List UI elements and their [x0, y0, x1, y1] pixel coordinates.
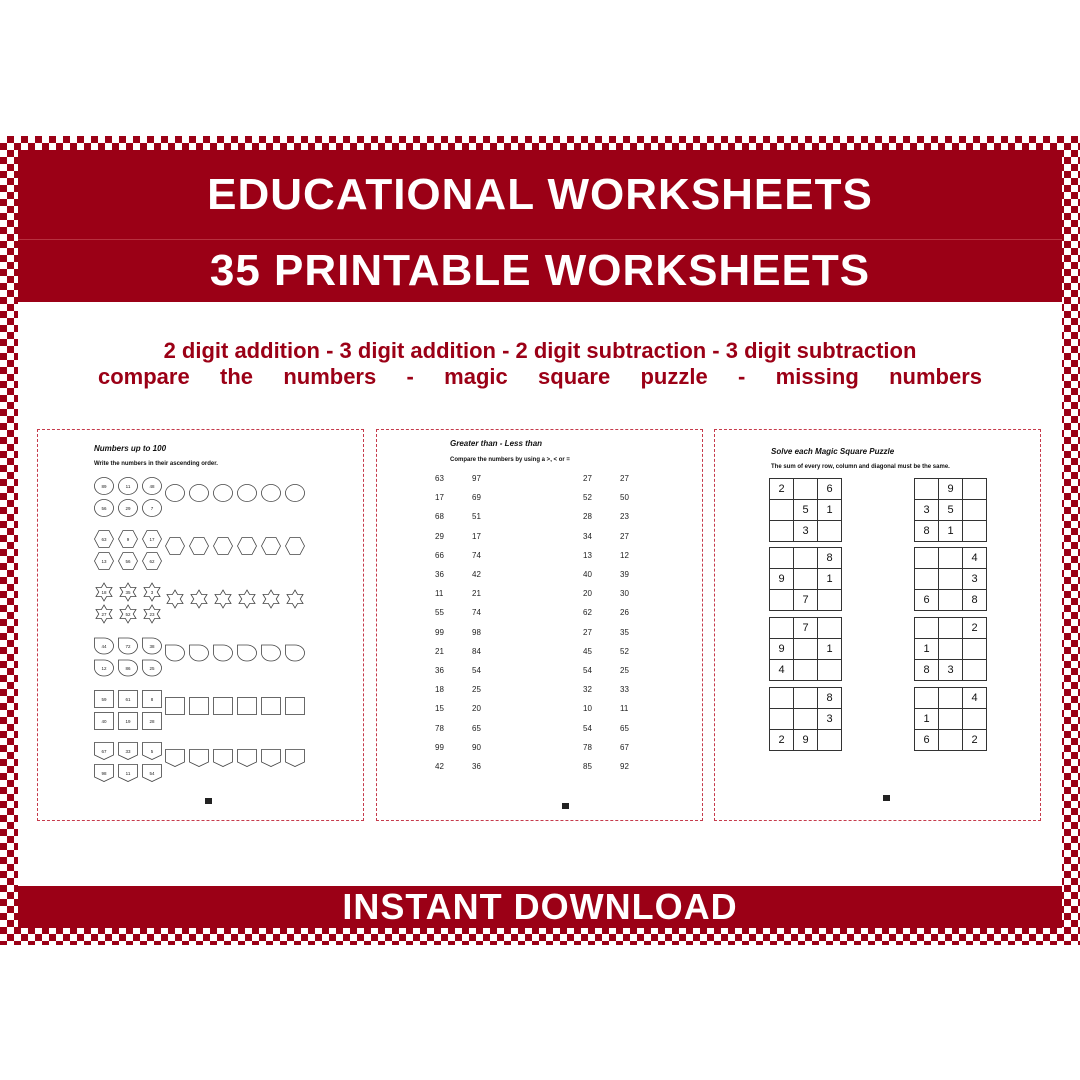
footer-banner: INSTANT DOWNLOAD	[18, 886, 1062, 928]
star-shape-icon	[142, 583, 162, 601]
compare-number: 54	[472, 666, 481, 675]
compare-number: 55	[435, 608, 444, 618]
compare-number: 65	[620, 723, 629, 733]
worksheet-preview-magic-square	[714, 429, 1041, 821]
compare-number: 33	[620, 685, 629, 695]
compare-number: 32	[583, 685, 592, 695]
compare-number: 84	[472, 646, 481, 656]
compare-number: 51	[472, 512, 481, 522]
compare-number: 42	[435, 762, 444, 771]
compare-number: 34	[583, 531, 592, 541]
page-logo-icon	[883, 795, 890, 801]
compare-number: 97	[472, 474, 481, 483]
worksheet-title: Greater than - Less than	[450, 439, 543, 448]
drop-shape-icon	[261, 644, 281, 662]
star-shape-icon	[142, 605, 162, 623]
shape-number: 44	[101, 643, 107, 649]
compare-number: 28	[583, 512, 592, 522]
shape-number: 63	[101, 536, 107, 542]
magic-square-cell	[939, 569, 963, 590]
magic-square-cell	[939, 709, 963, 730]
compare-number: 63	[435, 474, 444, 483]
worksheet-title: Numbers up to 100	[94, 444, 167, 453]
magic-square-grid	[914, 478, 987, 542]
magic-square-cell: 3	[915, 500, 939, 521]
subtitle-banner: 35 PRINTABLE WORKSHEETS	[18, 240, 1062, 302]
magic-square-cell	[963, 521, 987, 542]
magic-square-cell: 8	[818, 688, 842, 709]
compare-number: 20	[583, 589, 592, 599]
hexagon-shape-icon	[165, 537, 185, 555]
drop-shape-icon	[142, 637, 162, 655]
compare-number: 54	[583, 723, 592, 733]
hexagon-shape-icon	[189, 537, 209, 555]
compare-number: 10	[583, 704, 592, 714]
magic-square-cell	[939, 639, 963, 660]
magic-square-cell	[939, 730, 963, 751]
hexagon-shape-icon	[285, 537, 305, 555]
magic-square-cell	[963, 639, 987, 660]
magic-square-cell: 2	[963, 730, 987, 751]
compare-number: 25	[620, 666, 629, 675]
magic-square-cell: 8	[915, 521, 939, 542]
compare-number: 20	[472, 704, 481, 714]
star-shape-icon	[94, 583, 114, 601]
square-shape-icon	[189, 697, 209, 715]
square-shape-icon	[165, 697, 185, 715]
worksheet-instruction: The sum of every row, column and diagonal must be the same.	[771, 464, 950, 470]
hexagon-shape-icon	[94, 552, 114, 570]
magic-square-cell: 8	[915, 660, 939, 681]
circle-shape-icon	[118, 477, 138, 495]
compare-number: 36	[435, 666, 444, 675]
magic-square-cell	[939, 618, 963, 639]
magic-square-cell	[770, 500, 794, 521]
star-shape-icon	[94, 605, 114, 623]
shield-shape-icon	[165, 749, 185, 767]
magic-square-cell: 6	[818, 479, 842, 500]
magic-square-cell	[818, 590, 842, 611]
shape-number: 48	[149, 483, 155, 489]
compare-number: 21	[472, 589, 481, 599]
square-shape-icon	[237, 697, 257, 715]
shape-number: 61	[125, 696, 131, 702]
magic-square-cell: 4	[963, 548, 987, 569]
shield-shape-icon	[94, 764, 114, 782]
compare-number: 36	[435, 570, 444, 579]
drop-shape-icon	[142, 659, 162, 677]
shield-shape-icon	[189, 749, 209, 767]
star-shape-icon	[261, 590, 281, 608]
shape-number: 67	[101, 748, 107, 754]
compare-number: 99	[435, 742, 444, 752]
shape-number: 29	[125, 505, 131, 511]
magic-square-cell: 3	[939, 660, 963, 681]
magic-square-cell: 1	[818, 500, 842, 521]
magic-square-cell: 6	[915, 590, 939, 611]
magic-square-cell: 1	[915, 709, 939, 730]
magic-square-cell	[963, 479, 987, 500]
shape-number: 35	[125, 589, 131, 595]
hexagon-shape-icon	[142, 530, 162, 548]
shape-number: 72	[125, 643, 131, 649]
drop-shape-icon	[237, 644, 257, 662]
shape-number: 12	[101, 665, 107, 671]
shield-shape-icon	[285, 749, 305, 767]
magic-square-cell: 4	[963, 688, 987, 709]
magic-square-grid	[769, 547, 842, 611]
star-shape-icon	[118, 583, 138, 601]
magic-square-cell: 1	[818, 639, 842, 660]
magic-square-cell	[794, 548, 818, 569]
shield-shape-icon	[142, 742, 162, 760]
magic-square-cell: 1	[915, 639, 939, 660]
shield-shape-icon	[94, 742, 114, 760]
compare-number: 13	[583, 550, 592, 560]
compare-number: 54	[583, 666, 592, 675]
shape-number: 9	[126, 536, 130, 542]
shield-shape-icon	[237, 749, 257, 767]
compare-number: 17	[472, 531, 481, 541]
drop-shape-icon	[94, 659, 114, 677]
shield-shape-icon	[118, 742, 138, 760]
compare-number: 27	[583, 474, 592, 483]
hexagon-shape-icon	[261, 537, 281, 555]
worksheet-preview-compare	[376, 429, 703, 821]
compare-number: 27	[620, 531, 629, 541]
compare-number: 78	[583, 742, 592, 752]
square-shape-icon	[285, 697, 305, 715]
magic-square-cell	[963, 500, 987, 521]
square-shape-icon	[142, 712, 162, 730]
magic-square-cell: 9	[939, 479, 963, 500]
shape-number: 11	[125, 483, 131, 489]
compare-number: 99	[435, 627, 444, 637]
compare-number: 62	[583, 608, 592, 618]
drop-shape-icon	[118, 659, 138, 677]
compare-number: 92	[620, 762, 629, 771]
drop-shape-icon	[213, 644, 233, 662]
magic-square-cell: 8	[818, 548, 842, 569]
magic-square-cell	[818, 618, 842, 639]
page-logo-icon	[205, 798, 212, 804]
magic-square-cell	[915, 548, 939, 569]
shape-number: 11	[125, 770, 131, 776]
hexagon-shape-icon	[118, 552, 138, 570]
circle-shape-icon	[189, 484, 209, 502]
magic-square-cell	[794, 569, 818, 590]
shield-shape-icon	[142, 764, 162, 782]
magic-square-cell	[818, 521, 842, 542]
magic-square-cell	[770, 521, 794, 542]
magic-square-cell: 6	[915, 730, 939, 751]
magic-square-cell	[794, 688, 818, 709]
compare-number: 78	[435, 723, 444, 733]
magic-square-grid	[769, 687, 842, 751]
compare-number: 69	[472, 493, 481, 503]
compare-number: 17	[435, 493, 444, 503]
compare-number: 25	[472, 685, 481, 695]
worksheet-instruction: Write the numbers in their ascending order.	[94, 461, 218, 467]
shape-number: 28	[149, 718, 155, 724]
compare-number: 67	[620, 742, 629, 752]
compare-number: 42	[472, 570, 481, 579]
star-shape-icon	[285, 590, 305, 608]
magic-square-cell	[963, 709, 987, 730]
drop-shape-icon	[285, 644, 305, 662]
shape-number: 23	[149, 611, 155, 617]
worksheet-preview-numbers	[37, 429, 364, 821]
magic-square-cell: 5	[794, 500, 818, 521]
magic-square-cell	[794, 709, 818, 730]
shape-number: 56	[125, 558, 131, 564]
circle-shape-icon	[213, 484, 233, 502]
compare-number: 50	[620, 493, 629, 503]
circle-shape-icon	[261, 484, 281, 502]
magic-square-cell	[915, 569, 939, 590]
magic-square-cell	[939, 590, 963, 611]
magic-square-cell: 3	[963, 569, 987, 590]
shape-number: 17	[149, 536, 155, 542]
magic-square-cell	[794, 479, 818, 500]
circle-shape-icon	[94, 499, 114, 517]
magic-square-cell: 9	[770, 639, 794, 660]
compare-number: 11	[620, 704, 629, 714]
compare-number: 29	[435, 531, 444, 541]
circle-shape-icon	[142, 477, 162, 495]
drop-shape-icon	[118, 637, 138, 655]
star-shape-icon	[118, 605, 138, 623]
shape-number: 27	[101, 611, 107, 617]
drop-shape-icon	[94, 637, 114, 655]
magic-square-cell: 1	[818, 569, 842, 590]
hexagon-shape-icon	[213, 537, 233, 555]
magic-square-cell: 9	[770, 569, 794, 590]
shape-number: 54	[149, 770, 155, 776]
magic-square-cell: 1	[939, 521, 963, 542]
page-logo-icon	[562, 803, 569, 809]
hexagon-shape-icon	[142, 552, 162, 570]
worksheet-instruction: Compare the numbers by using a >, < or =	[450, 457, 570, 463]
magic-square-cell	[770, 548, 794, 569]
circle-shape-icon	[285, 484, 305, 502]
compare-number: 36	[472, 762, 481, 771]
magic-square-cell	[794, 660, 818, 681]
compare-number: 52	[583, 493, 592, 503]
compare-number: 74	[472, 608, 481, 618]
shape-number: 59	[101, 696, 107, 702]
shield-shape-icon	[261, 749, 281, 767]
magic-square-cell	[794, 639, 818, 660]
shield-shape-icon	[118, 764, 138, 782]
compare-number: 66	[435, 550, 444, 560]
square-shape-icon	[94, 690, 114, 708]
compare-number: 85	[583, 762, 592, 771]
shape-number: 38	[149, 643, 155, 649]
shape-number: 56	[101, 505, 107, 511]
compare-number: 40	[583, 570, 592, 579]
drop-shape-icon	[165, 644, 185, 662]
square-shape-icon	[118, 690, 138, 708]
shield-shape-icon	[213, 749, 233, 767]
square-shape-icon	[261, 697, 281, 715]
star-shape-icon	[189, 590, 209, 608]
magic-square-cell: 2	[770, 730, 794, 751]
circle-shape-icon	[237, 484, 257, 502]
square-shape-icon	[213, 697, 233, 715]
compare-number: 12	[620, 550, 629, 560]
compare-number: 30	[620, 589, 629, 599]
circle-shape-icon	[165, 484, 185, 502]
magic-square-grid	[914, 547, 987, 611]
star-shape-icon	[213, 590, 233, 608]
magic-square-cell	[963, 660, 987, 681]
square-shape-icon	[118, 712, 138, 730]
compare-number: 74	[472, 550, 481, 560]
compare-number: 18	[435, 685, 444, 695]
magic-square-cell	[818, 730, 842, 751]
topics-line-1: 2 digit addition - 3 digit addition - 2 digit subtraction - 3 digit subtraction	[163, 338, 917, 363]
compare-number: 27	[583, 627, 592, 637]
title-banner: EDUCATIONAL WORKSHEETS	[18, 150, 1062, 239]
hexagon-shape-icon	[118, 530, 138, 548]
magic-square-cell	[915, 688, 939, 709]
compare-number: 11	[435, 589, 444, 599]
magic-square-cell: 9	[794, 730, 818, 751]
shape-number: 40	[101, 718, 107, 724]
shape-number: 33	[125, 748, 131, 754]
shape-number: 25	[149, 665, 155, 671]
compare-number: 90	[472, 742, 481, 752]
magic-square-grid	[769, 478, 842, 542]
shape-number: 5	[150, 748, 154, 754]
magic-square-cell: 2	[963, 618, 987, 639]
shape-number: 19	[125, 718, 131, 724]
magic-square-cell: 5	[939, 500, 963, 521]
shape-number: 62	[149, 558, 155, 564]
shape-number: 3	[150, 589, 154, 595]
magic-square-cell: 3	[818, 709, 842, 730]
compare-number: 52	[620, 646, 629, 656]
compare-number: 65	[472, 723, 481, 733]
magic-square-cell: 3	[794, 521, 818, 542]
compare-number: 27	[620, 474, 629, 483]
circle-shape-icon	[118, 499, 138, 517]
magic-square-cell	[818, 660, 842, 681]
square-shape-icon	[142, 690, 162, 708]
magic-square-cell	[939, 688, 963, 709]
compare-number: 23	[620, 512, 629, 522]
magic-square-cell: 7	[794, 590, 818, 611]
compare-number: 15	[435, 704, 444, 714]
topics-line-2: compare the numbers - magic square puzzle - missing numbers	[98, 364, 982, 389]
magic-square-cell: 4	[770, 660, 794, 681]
magic-square-cell: 8	[963, 590, 987, 611]
compare-number: 68	[435, 512, 444, 522]
star-shape-icon	[237, 590, 257, 608]
compare-number: 35	[620, 627, 629, 637]
shape-number: 13	[101, 558, 107, 564]
compare-number: 26	[620, 608, 629, 618]
hexagon-shape-icon	[94, 530, 114, 548]
shape-number: 8	[150, 696, 154, 702]
shape-number: 86	[125, 665, 131, 671]
square-shape-icon	[94, 712, 114, 730]
shape-number: 89	[101, 483, 107, 489]
circle-shape-icon	[142, 499, 162, 517]
worksheet-title: Solve each Magic Square Puzzle	[771, 447, 895, 456]
magic-square-cell: 2	[770, 479, 794, 500]
star-shape-icon	[165, 590, 185, 608]
hexagon-shape-icon	[237, 537, 257, 555]
magic-square-cell	[915, 618, 939, 639]
magic-square-cell: 7	[794, 618, 818, 639]
magic-square-cell	[770, 709, 794, 730]
compare-number: 21	[435, 646, 444, 656]
magic-square-grid	[769, 617, 842, 681]
shape-number: 7	[150, 505, 154, 511]
circle-shape-icon	[94, 477, 114, 495]
magic-square-cell	[939, 548, 963, 569]
shape-number: 52	[125, 611, 131, 617]
magic-square-grid	[914, 617, 987, 681]
magic-square-cell	[770, 688, 794, 709]
compare-number: 45	[583, 646, 592, 656]
magic-square-cell	[770, 590, 794, 611]
magic-square-cell	[915, 479, 939, 500]
shape-number: 18	[101, 589, 107, 595]
magic-square-grid	[914, 687, 987, 751]
magic-square-cell	[770, 618, 794, 639]
shape-number: 98	[101, 770, 107, 776]
drop-shape-icon	[189, 644, 209, 662]
compare-number: 39	[620, 570, 629, 579]
compare-number: 98	[472, 627, 481, 637]
